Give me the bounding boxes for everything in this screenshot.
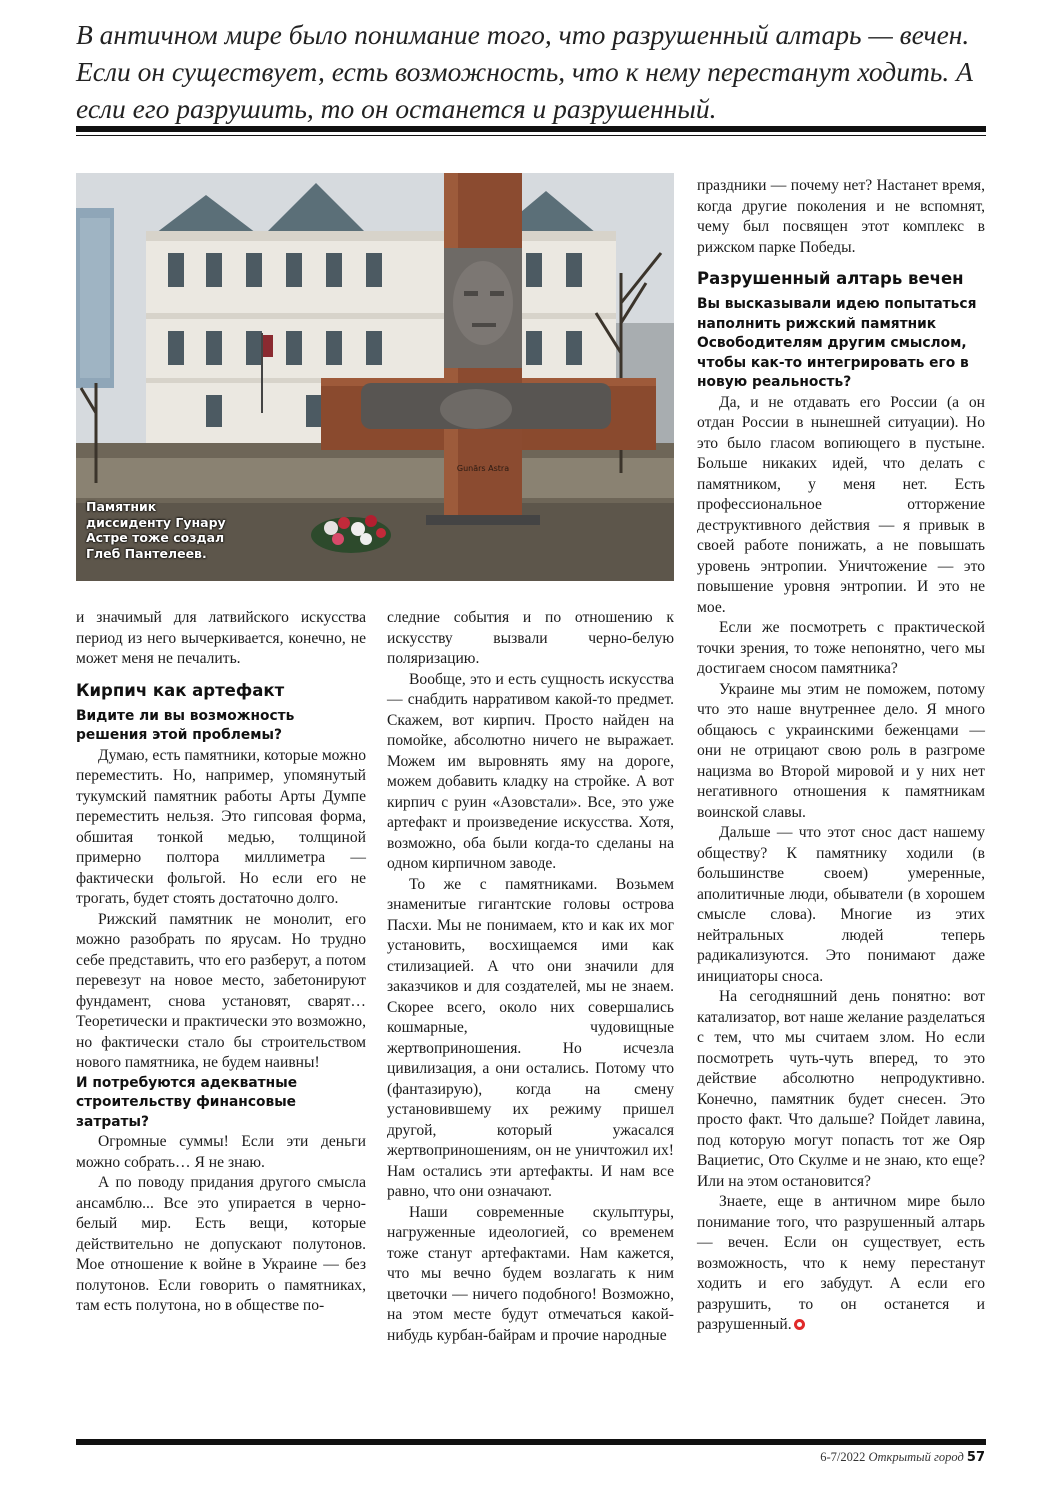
paragraph-text: Знаете, еще в античном мире было понимание того, что разрушенный алтарь — вечен. Если он существует, есть возможность, что к нему перестанут ходить и его забудут. А если его разрушить, то он останется и разрушенный. [697, 1193, 985, 1333]
top-rule [76, 126, 986, 132]
pull-quote: В античном мире было понимание того, что разрушенный алтарь — вечен. Если он существует, есть возможность, что к нему перестанут ходить. А если его разрушить, то он останется и разрушенный. [76, 19, 973, 124]
paragraph: Да, и не отдавать его России (а он отдан России в нынешней ситуации). Но это было гласом вопиющего в пустыне. Больше никаких идей, что делать с памятником, у меня нет. Есть профессиональное отторжение деструктивного действия — я привык в своей работе понижать, а не повышать уровень энтропии. Уничтожение — это повышение уровня энтропии. И это не мое. [697, 393, 985, 616]
bottom-rule [76, 1439, 986, 1445]
interview-question: Видите ли вы возможность решения этой проблемы? [76, 707, 295, 743]
page-number: 57 [966, 1450, 985, 1465]
caption-line: Астре тоже создал [86, 530, 225, 545]
caption-line: Памятник [86, 499, 157, 514]
paragraph: Думаю, есть памятники, которые можно переместить. Но, например, упомянутый тукумский памятник работы Арты Думпе переместить нельзя. Это гипсовая форма, обшитая тонкой медью, толщиной примерно полтора миллиметра — фактически фольгой. Но если его не трогать, будет стоять достаточно долго. [76, 746, 367, 907]
paragraph: Наши современные скульптуры, нагруженные идеологией, со временем тоже станут артефактами. Нам кажется, что мы вечно будем возлагать к ним цветочки — ничего подобного! Возможно, на этом месте будут отмечаться какой-нибудь курбан-байрам и прочие народные [387, 1203, 674, 1344]
article-column-2 [387, 608, 674, 1346]
paragraph: То же с памятниками. Возьмем знаменитые гигантские головы острова Пасхи. Мы не понимаем, кто и как их мог установить, восхищаемся ими как стилизацией. А что они значили для заказчиков и для создателей, мы не знаем. Скорее всего, около них совершались кошмарные, чудовищные жертвоприношения. Но исчезла цивилизация, а они остались. Потому что (фантазирую), когда на смену установившему их режиму пришел другой, который ужасался жертвоприношениям, он не уничтожил их! Нам остались эти артефакты. И нам все равно, что они означают. [387, 875, 674, 1200]
section-heading: Разрушенный алтарь вечен [697, 269, 964, 288]
paragraph: Дальше — что этот снос даст нашему обществу? К памятнику ходили (в большинстве своем) умеренные, аполитичные люди, обыватели (в хорошем смысле слова). Многие из этих нейтральных людей теперь радикализуются. Это понимают даже инициаторы сноса. [697, 824, 985, 985]
interview-question: И потребуются адекватные строительству финансовые затраты? [76, 1074, 298, 1130]
paragraph: На сегодняшний день понятно: вот катализатор, вот наше желание разделаться с тем, что мы считаем злом. Но если посмотреть чуть-чуть вперед, то это действие абсолютно непродуктивно. Конечно, памятник будет снесен. Это просто факт. Что дальше? Пойдет лавина, под которую могут попасть тот же Ояр Вациетис, Ото Скулме и не знаю, кто еще? Или на этом остановится? [697, 988, 985, 1190]
top-rule-thin [76, 135, 986, 136]
caption-line: Глеб Пантелеев. [86, 545, 207, 561]
page-footer [820, 1450, 985, 1465]
photo-caption [86, 499, 276, 561]
paragraph: следние события и по отношению к искусству вызвали черно-белую поляризацию. [387, 609, 674, 667]
paragraph: и значимый для латвийского искусства период из него вычеркивается, конечно, не может меня не печалить. [76, 609, 366, 667]
caption-line: диссиденту Гунару [86, 514, 226, 530]
paragraph: А по поводу придания другого смысла ансамблю... Все это упирается в черно-белый мир. Есть вещи, которые действительно не допускают полутонов. Мое отношение к войне в Украине — без полутонов. Если говорить о памятниках, там есть полутона, но в обществе по- [76, 1174, 366, 1314]
paragraph: Вообще, это и есть сущность искусства — снабдить нарративом какой-то предмет. Скажем, вот кирпич. Просто найден на помойке, абсолютно ничего не выражает. Можем им выровнять яму на дороге, можем добавить кладку на стройке. А вот кирпич с руин «Азовстали». Все, это уже артефакт и произведение искусства. Хотя, возможно, оба были когда-то сделаны на одном кирпичном заводе. [387, 670, 674, 872]
paragraph: Рижский памятник не монолит, его можно разобрать по ярусам. Но трудно себе представить, что его разберут, а потом перевезут на новое место, забетонируют фундамент, снова установят, сварят… Теоретически и практически это возможно, но фактически стало бы строительством нового памятника, не будем наивны! [76, 910, 366, 1071]
section-heading: Кирпич как артефакт [76, 680, 285, 700]
final-paragraph [697, 1192, 985, 1336]
magazine-name: Открытый город [868, 1450, 964, 1464]
plinth-text: Gunārs Astra [456, 464, 510, 473]
article-column-1 [76, 608, 366, 1317]
paragraph: праздники — почему нет? Настанет время, когда другие поколения и не вспомнят, чему был посвящен этот комплекс в рижском парке Победы. [697, 177, 985, 256]
interview-question: Вы высказывали идею попытаться наполнить рижский памятник Освободителям другим смыслом, чтобы как-то интегрировать его в новую реальность? [697, 296, 977, 390]
paragraph: Огромные суммы! Если эти деньги можно собрать… Я не знаю. [76, 1133, 366, 1171]
issue-number: 6-7/2022 [820, 1450, 866, 1464]
paragraph: Украине мы этим не поможем, потому что это наше внутреннее дело. Я много общаюсь с украинскими беженцами — они не отрицают свою роль в разгроме нацизма во Второй мировой и у них нет негативного отношения к памятникам воинской славы. [697, 680, 985, 821]
paragraph: Если же посмотреть с практической точки зрения, то тоже непонятно, чего мы достигаем сносом памятника? [697, 619, 985, 677]
end-of-article-icon [794, 1319, 805, 1330]
article-column-3 [697, 176, 985, 1336]
